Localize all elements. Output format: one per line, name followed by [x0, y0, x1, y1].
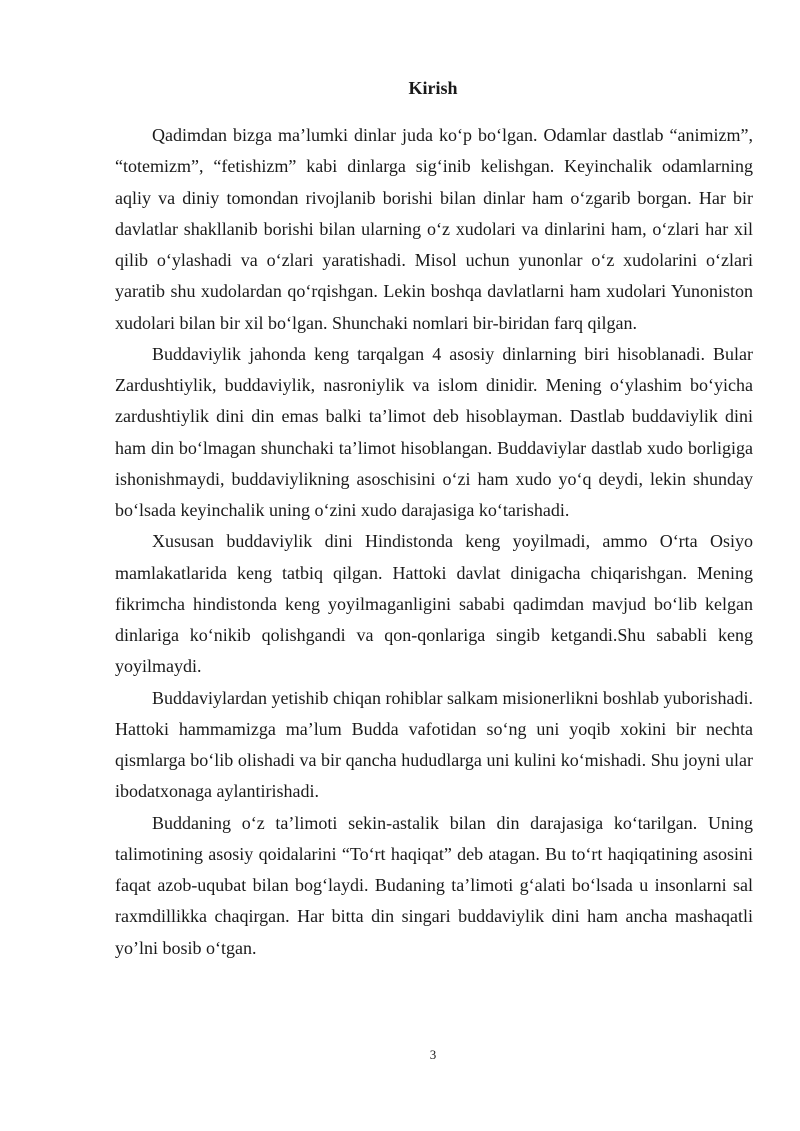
paragraph-3: Xususan buddaviylik dini Hindistonda keng yoyilmadi, ammo O‘rta Osiyo mamlakatlarida keng tatbiq qilgan. Hattoki davlat dinigacha chiqarishgan. Mening fikrimcha hindistonda keng yoyilmaganligini sababi qadimdan mavjud bo‘lib kelgan dinlariga ko‘nikib qolishgandi va qon-qonlariga singib ketgandi.Shu sababli keng yoyilmaydi.: [115, 531, 753, 677]
paragraph-1: Qadimdan bizga ma’lumki dinlar juda ko‘p bo‘lgan. Odamlar dastlab “animizm”, “totemizm”, “fetishizm” kabi dinlarga sig‘inib kelishgan. Keyinchalik odamlarning aqliy va diniy tomondan rivojlanib borishi bilan dinlar ham o‘zgarib borgan. Har bir davlatlar shakllanib borishi bilan ularning o‘z xudolari va dinlarini ham, o‘zlari har xil qilib o‘ylashadi va o‘zlari yaratishadi. Misol uchun yunonlar o‘z xudolarini o‘zlari yaratib shu xudolardan qo‘rqishgan. Lekin boshqa davlatlarni ham xudolari Yunoniston xudolari bilan bir xil bo‘lgan. Shunchaki nomlari bir-biridan farq qilgan.: [115, 125, 753, 333]
body-text: [115, 120, 753, 964]
paragraph-4: Buddaviylardan yetishib chiqan rohiblar salkam misionerlikni boshlab yuborishadi. Hattoki hammamizga ma’lum Budda vafotidan so‘ng uni yoqib xokini bir nechta qismlarga bo‘lib olishadi va bir qancha hududlarga uni kulini ko‘mishadi. Shu joyni ular ibodatxonaga aylantirishadi.: [115, 687, 753, 802]
paragraph-2: Buddaviylik jahonda keng tarqalgan 4 asosiy dinlarning biri hisoblanadi. Bular Zardushtiylik, buddaviylik, nasroniylik va islom dinidir. Mening o‘ylashim bo‘yicha zardushtiylik dini din emas balki ta’limot deb hisoblayman. Dastlab buddaviylik dini ham din bo‘lmagan shunchaki ta’limot hisoblangan. Buddaviylar dastlab xudo borligiga ishonishmaydi, buddaviylikning asoschisini o‘zi ham xudo yo‘q deydi, lekin shunday bo‘lsada keyinchalik uning o‘zini xudo darajasiga ko‘tarishadi.: [115, 343, 753, 520]
section-title: Kirish: [408, 78, 458, 98]
paragraph-5: Buddaning o‘z ta’limoti sekin-astalik bilan din darajasiga ko‘tarilgan. Uning talimotining asosiy qoidalarini “To‘rt haqiqat” deb atagan. Bu to‘rt haqiqatining asosini faqat azob-uqubat bilan bog‘laydi. Budaning ta’limoti g‘alati bo‘lsada u insonlarni sal raxmdillikka chaqirgan. Har bitta din singari buddaviylik dini ham ancha mashaqatli yo’lni bosib o‘tgan.: [115, 812, 753, 958]
page-number: 3: [429, 1047, 437, 1062]
